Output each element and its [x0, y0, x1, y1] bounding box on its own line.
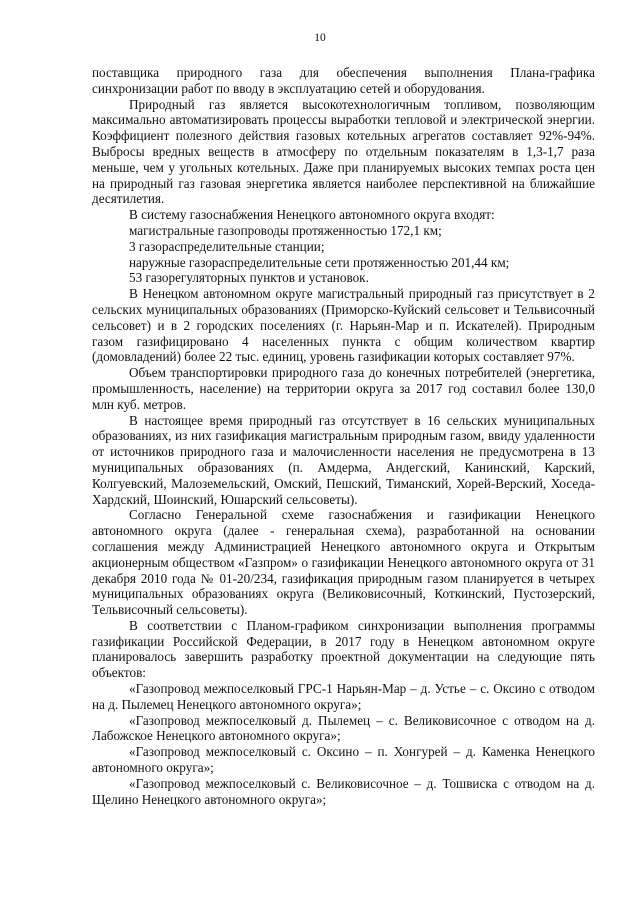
list-item: наружные газораспределительные сети протяженностью 201,44 км;	[129, 254, 510, 270]
paragraph: В Ненецком автономном округе магистральный природный газ присутствует в 2 сельских муниципальных образованиях (Приморско-Куйский сельсовет и Тельвисочный сельсовет) и в 2 городских поселениях (г. Нарьян-Мар и п. Искателей). Природным газом газифицировано 4 населенных пункта с общим количеством квартир (домовладений) более 22 тыс. единиц, уровень газификации которых составляет 97%.	[92, 286, 595, 365]
page-body	[92, 65, 595, 807]
paragraph: В систему газоснабжения Ненецкого автономного округа входят:	[129, 207, 495, 223]
page-number: 10	[314, 32, 326, 44]
list-item: «Газопровод межпоселковый ГРС-1 Нарьян-Мар – д. Устье – с. Оксино с отводом на д. Пылемец Ненецкого автономного округа»;	[92, 681, 595, 712]
list-item: «Газопровод межпоселковый с. Оксино – п. Хонгурей – д. Каменка Ненецкого автономного округа»;	[92, 744, 595, 776]
paragraph: Согласно Генеральной схеме газоснабжения и газификации Ненецкого автономного округа (далее - генеральная схема), разработанной на основании соглашения между Администрацией Ненецкого автономного округа и Открытым акционерным обществом «Газпром» о газификации Ненецкого автономного округа от 31 декабря 2010 года № 01-20/234, газификация природным газом планируется в четырех муниципальных образованиях округа (Великовисочный, Коткинский, Пустозерский, Тельвисочный сельсоветы).	[92, 507, 595, 618]
paragraph: Природный газ является высокотехнологичным топливом, позволяющим максимально автоматизировать процессы выработки тепловой и электрической энергии. Коэффициент полезного действия газовых котельных агрегатов составляет 92%-94%. Выбросы вредных веществ в атмосферу по отдельным показателям в 1,3-1,7 раза меньше, чем у угольных котельных. Даже при планируемых высоких темпах роста цен на природный газ газовая энергетика является наиболее перспективной на ближайшие десятилетия.	[92, 96, 595, 207]
paragraph: Объем транспортировки природного газа до конечных потребителей (энергетика, промышленность, население) на территории округа за 2017 год составил более 130,0 млн куб. метров.	[92, 365, 595, 412]
list-item: «Газопровод межпоселковый д. Пылемец – с. Великовисочное с отводом на д. Лабожское Ненецкого автономного округа»;	[92, 712, 595, 744]
list-item: магистральные газопроводы протяженностью 172,1 км;	[129, 222, 442, 238]
paragraph: В настоящее время природный газ отсутствует в 16 сельских муниципальных образованиях, из них газификация магистральным природным газом, ввиду удаленности от источников природного газа и малочисленности населения не предусмотрена в 13 муниципальных образованиях (п. Амдерма, Андегский, Канинский, Карский, Колгуевский, Малоземельский, Омский, Пешский, Тиманский, Хорей-Верский, Хоседа-Хардский, Шоинский, Юшарский сельсоветы).	[92, 412, 595, 507]
list-item: 53 газорегуляторных пунктов и установок.	[129, 270, 369, 286]
paragraph: В соответствии с Планом-графиком синхронизации выполнения программы газификации Российской Федерации, в 2017 году в Ненецком автономном округе планировалось завершить разработку проектной документации на следующие пять объектов:	[92, 617, 595, 681]
paragraph: поставщика природного газа для обеспечения выполнения Плана-графика синхронизации работ по вводу в эксплуатацию сетей и оборудования.	[92, 65, 595, 96]
list-item: «Газопровод межпоселковый с. Великовисочное – д. Тошвиска с отводом на д. Щелино Ненецкого автономного округа»;	[92, 775, 595, 807]
list-item: 3 газораспределительные станции;	[129, 238, 325, 254]
